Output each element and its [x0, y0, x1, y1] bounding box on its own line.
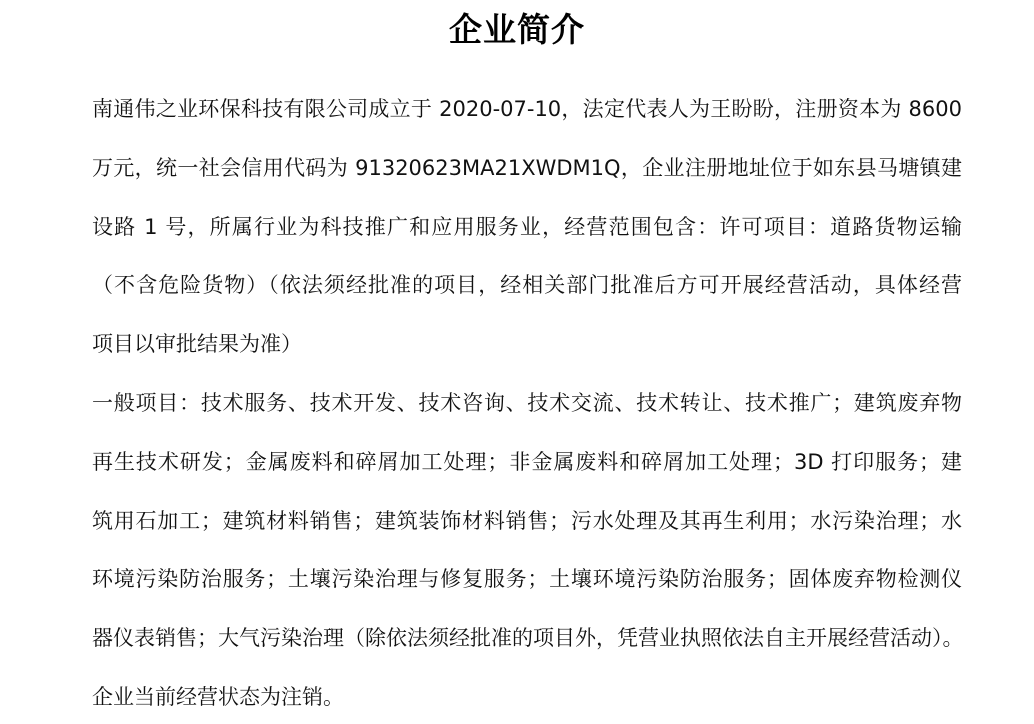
paragraph-line: 一般项目：技术服务、技术开发、技术咨询、技术交流、技术转让、技术推广；建筑废弃物: [92, 391, 962, 415]
paragraph-line: 设路 1 号，所属行业为科技推广和应用服务业，经营范围包含：许可项目：道路货物运输: [92, 215, 962, 239]
status-line: 企业当前经营状态为注销。: [92, 685, 344, 709]
paragraph-line: 环境污染防治服务；土壤污染治理与修复服务；土壤环境污染防治服务；固体废弃物检测仪: [92, 567, 962, 591]
paragraph-line: 再生技术研发；金属废料和碎屑加工处理；非金属废料和碎屑加工处理；3D 打印服务；建: [92, 450, 962, 474]
paragraph-line: （不含危险货物）（依法须经批准的项目，经相关部门批准后方可开展经营活动，具体经营: [92, 273, 962, 297]
paragraph-line: 南通伟之业环保科技有限公司成立于 2020-07-10，法定代表人为王盼盼，注册资本为 8600: [92, 97, 962, 121]
paragraph-line: 万元，统一社会信用代码为 91320623MA21XWDM1Q，企业注册地址位于如东县马塘镇建: [92, 156, 962, 180]
page-title: 企业简介: [449, 10, 585, 49]
paragraph-line: 筑用石加工；建筑材料销售；建筑装饰材料销售；污水处理及其再生利用；水污染治理；水: [92, 509, 962, 533]
paragraph-line: 项目以审批结果为准）: [92, 332, 302, 356]
paragraph-line: 器仪表销售；大气污染治理（除依法须经批准的项目外，凭营业执照依法自主开展经营活动）。: [92, 626, 964, 650]
